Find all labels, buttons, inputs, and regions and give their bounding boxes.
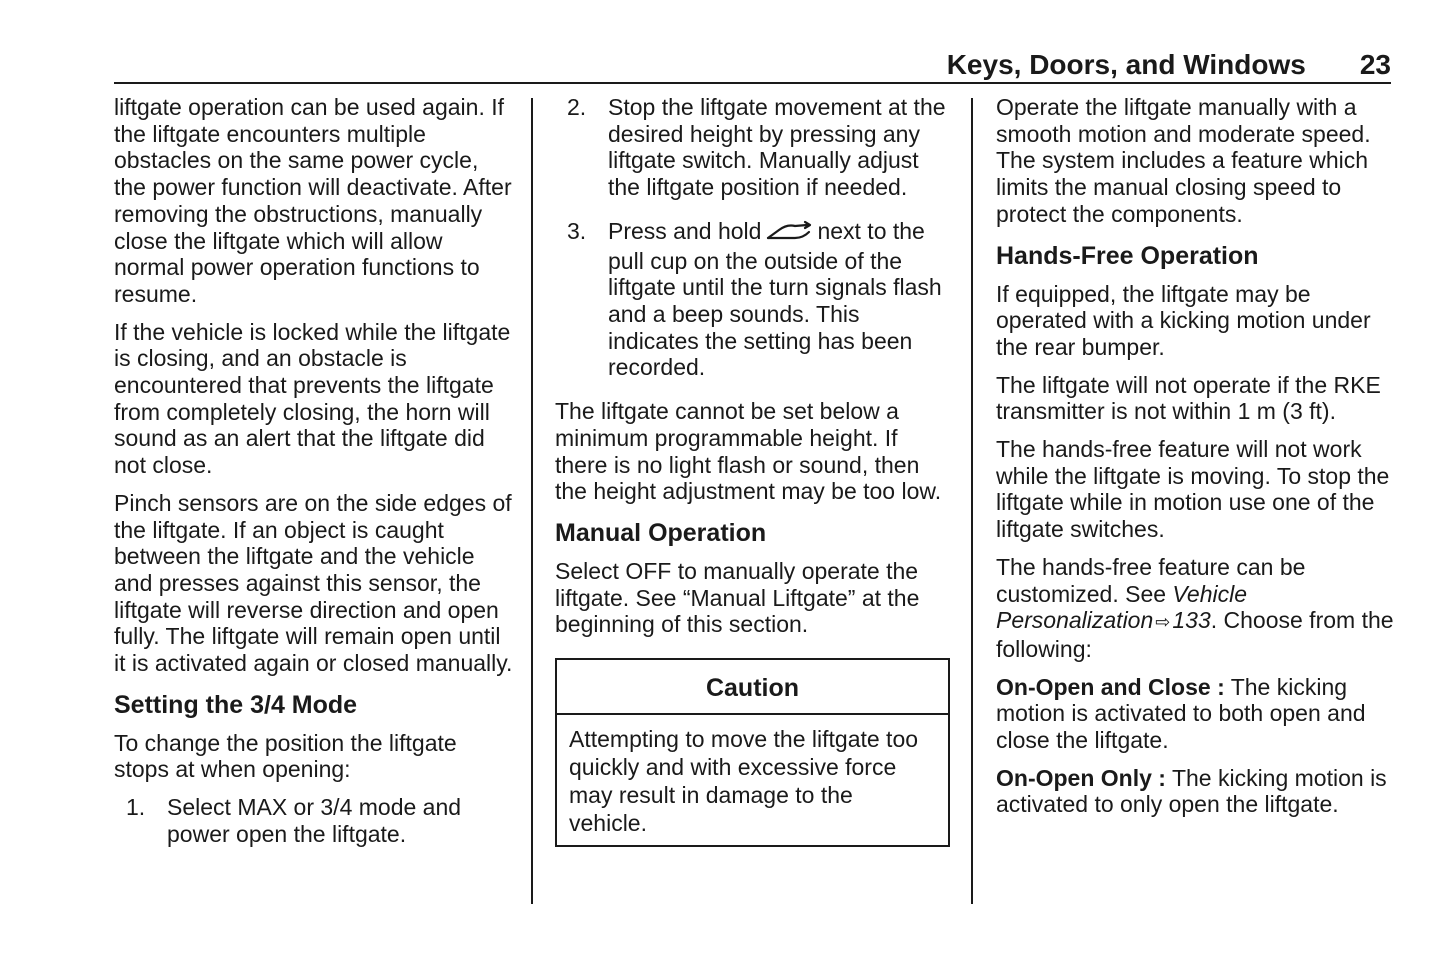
page-number: 23: [1359, 49, 1391, 80]
paragraph: If equipped, the liftgate may be operated with a kicking motion under the rear bumper.: [996, 280, 1371, 360]
column-divider: [971, 98, 973, 904]
heading-manual-operation: Manual Operation: [555, 518, 767, 547]
heading-hands-free: Hands-Free Operation: [996, 241, 1259, 270]
page-header: [114, 46, 1391, 84]
column-right: [996, 94, 1394, 829]
step-text: Select MAX or 3/4 mode and power open the liftgate.: [167, 794, 462, 847]
text: . Choose from the following:: [996, 607, 1394, 662]
step-number: 1.: [126, 794, 146, 821]
page-arrow-icon: ⇨: [1155, 612, 1171, 633]
paragraph: The hands-free feature will not work while the liftgate is moving. To stop the liftgate while in motion use one of the liftgate switches.: [996, 436, 1390, 543]
text: The hands-free feature can be customized. See: [996, 553, 1306, 607]
paragraph: Select OFF to manually operate the liftgate. See “Manual Liftgate” at the beginning of this section.: [555, 557, 920, 638]
caution-body: Attempting to move the liftgate too quickly and with excessive force may result in damage to the vehicle.: [569, 726, 919, 837]
paragraph: Operate the liftgate manually with a smooth motion and moderate speed. The system includes a feature which limits the manual closing speed to protect the components.: [996, 94, 1371, 227]
list-item: [555, 218, 953, 381]
column-left: [114, 94, 514, 865]
step-text: Stop the liftgate movement at the desired height by pressing any liftgate switch. Manually adjust the liftgate position if needed.: [608, 94, 946, 201]
paragraph: The liftgate cannot be set below a minimum programmable height. If there is no light flash or sound, then the height adjustment may be too low.: [555, 398, 942, 505]
list-item: [114, 794, 514, 847]
column-divider: [531, 98, 533, 904]
paragraph: The liftgate will not operate if the RKE transmitter is not within 1 m (3 ft).: [996, 371, 1381, 425]
option-on-open-close: [996, 674, 1394, 754]
paragraph: To change the position the liftgate stops at when opening:: [114, 729, 457, 783]
option-text: The kicking motion is activated to both open and close the liftgate.: [996, 673, 1366, 754]
caution-box: [555, 658, 950, 847]
option-text: The kicking motion is activated to only open the liftgate.: [996, 764, 1387, 818]
step-text-b: next to the pull cup on the outside of the liftgate until the turn signals flash and a beep sounds. This indicates the setting has been recorded.: [608, 217, 942, 381]
cross-reference-link[interactable]: Vehicle Personalization: [996, 580, 1248, 634]
heading-setting-mode: Setting the 3/4 Mode: [114, 690, 358, 719]
option-on-open-only: [996, 765, 1394, 818]
paragraph: If the vehicle is locked while the liftgate is closing, and an obstacle is encountered that prevents the liftgate from completely closing, the horn will sound as an alert that the liftgate did not close.: [114, 318, 511, 479]
liftgate-icon: [765, 218, 813, 248]
option-label: On-Open and Close :: [996, 673, 1225, 700]
page-reference: 133: [1172, 607, 1211, 634]
paragraph: liftgate operation can be used again. If the liftgate encounters multiple obstacles on the same power cycle, the power function will deactivate. After removing the obstructions, manually close the liftgate which will allow normal power operation functions to resume.: [114, 94, 512, 307]
step-text-a: Press and hold: [608, 217, 762, 244]
step-number: 2.: [567, 94, 587, 120]
paragraph: [996, 554, 1394, 663]
column-middle: [555, 94, 953, 847]
step-text: [608, 218, 953, 381]
list-item: [555, 94, 953, 201]
step-number: 3.: [567, 217, 587, 244]
caution-title: Caution: [557, 660, 948, 715]
paragraph: Pinch sensors are on the side edges of the liftgate. If an object is caught between the liftgate and the vehicle and presses against this sensor, the liftgate will reverse direction and open fully. The liftgate will remain open until it is activated again or closed manually.: [114, 489, 513, 677]
option-label: On-Open Only :: [996, 764, 1166, 791]
section-title: Keys, Doors, and Windows: [946, 49, 1306, 80]
